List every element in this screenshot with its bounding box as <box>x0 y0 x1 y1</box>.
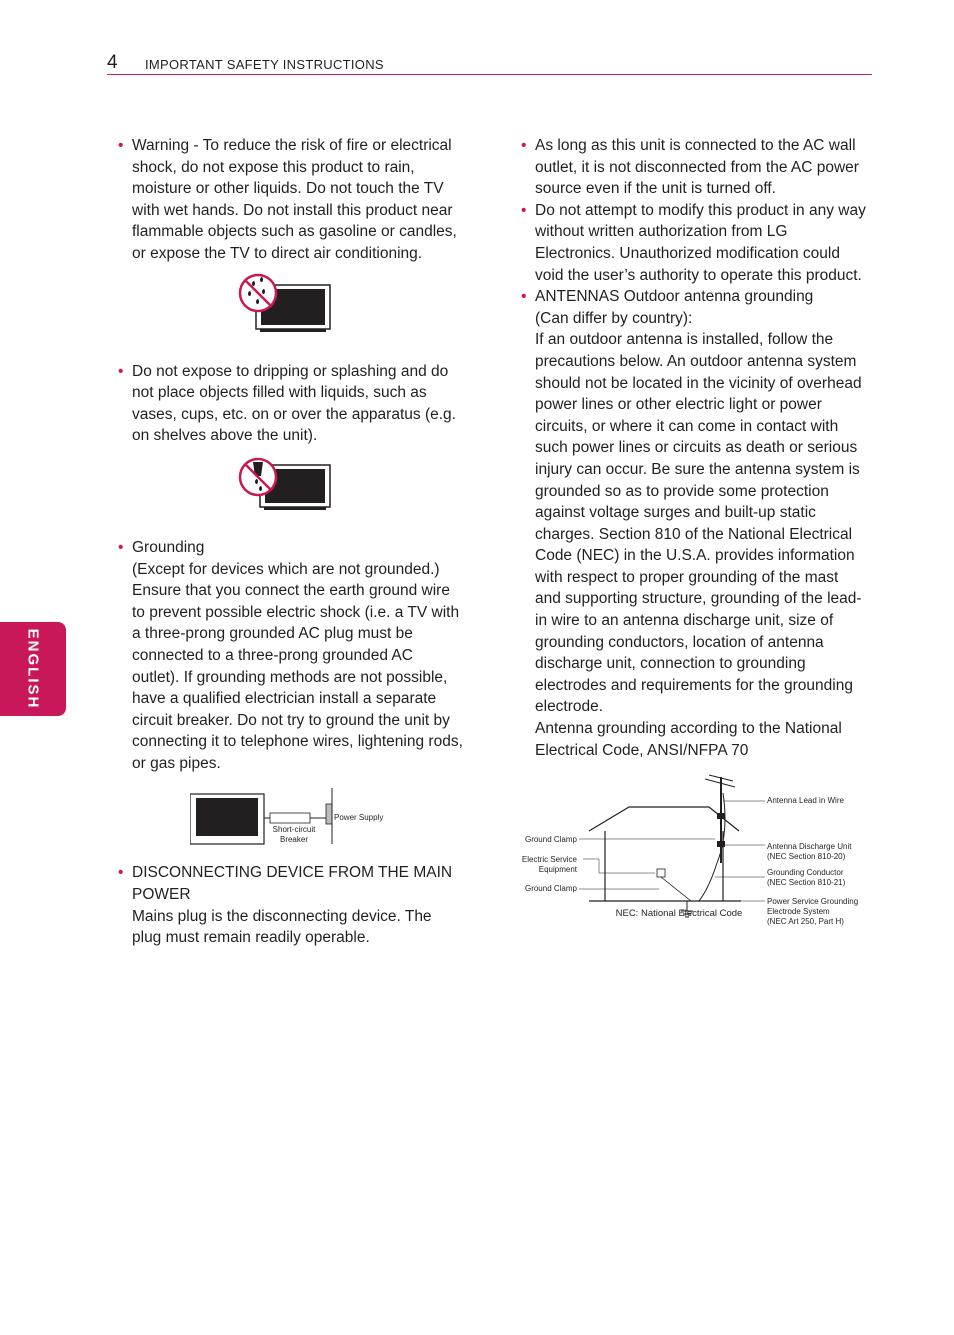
circuit-breaker-diagram <box>190 788 390 848</box>
grounding-figure <box>190 788 390 848</box>
warning-item <box>118 135 463 265</box>
antennas-closing: Antenna grounding according to the National Electrical Code, ANSI/NFPA 70 <box>535 720 842 759</box>
grounding-item <box>118 537 463 775</box>
antennas-lead: ANTENNAS Outdoor antenna grounding <box>535 288 814 306</box>
warning-lead: Warning <box>132 137 190 154</box>
language-tab <box>0 622 66 716</box>
section-title: IMPORTANT SAFETY INSTRUCTIONS <box>145 57 384 72</box>
nec-caption: NEC: National Electrical Code <box>615 908 743 920</box>
bullet-icon: • <box>521 137 527 154</box>
bullet-icon: • <box>118 864 124 882</box>
header-rule <box>107 74 872 75</box>
antennas-subtitle: (Can differ by country): <box>535 309 693 327</box>
disconnect-item <box>118 862 463 948</box>
no-liquids-figure <box>238 457 338 519</box>
power-supply-label: Power Supply <box>334 813 384 823</box>
no-wet-hands-figure <box>238 273 338 343</box>
antenna-grounding-illustration <box>509 773 879 935</box>
right-column <box>521 135 866 935</box>
breaker-label-line2: Breaker <box>279 835 309 845</box>
dripping-item <box>118 361 463 447</box>
language-tab-label: ENGLISH <box>24 628 42 710</box>
electrode-label-3: (NEC Art 250, Part H) <box>767 917 844 927</box>
page-number: 4 <box>107 52 118 73</box>
warning-paragraph <box>132 135 463 265</box>
electrode-label-2: Electrode System <box>767 907 830 917</box>
ground-clamp-bottom-label: Ground Clamp <box>524 884 577 894</box>
bullet-icon: • <box>521 201 527 219</box>
electric-service-label-1: Electric Service <box>521 855 577 865</box>
warning-text: - To reduce the risk of fire or electrical shock, do not expose this product to rain, moisture or other liquids. Do not touch the TV with wet hands. Do not install this product near flammable objects such as gasoline or candles, or expose the TV to direct air conditioning. <box>132 137 457 262</box>
disconnect-lead: DISCONNECTING DEVICE FROM THE MAIN POWER <box>132 864 453 904</box>
bullet-icon: • <box>118 538 124 556</box>
ac-outlet-text: As long as this unit is connected to the AC wall outlet, it is not disconnected from the AC power source even if the unit is turned off. <box>535 137 859 198</box>
antennas-text: If an outdoor antenna is installed, follow the precautions below. An outdoor antenna system should not be located in the vicinity of overhead power lines or other electric light or power circuits, or where it can come in contact with such power lines or circuits as death or serious injury can occur. Be sure the antenna system is grounded so as to provide some protection against voltage surges and built-up static charges. Section 810 of the National Electrical Code (NEC) in the U.S.A. provides information with respect to proper grounding of the mast and supporting structure, grounding of the lead-in wire to an antenna discharge unit, size of grounding conductors, location of antenna discharge unit, connection to grounding electrodes and requirements for the grounding electrode. <box>535 331 862 716</box>
grounding-lead: Grounding <box>132 538 205 556</box>
modify-text: Do not attempt to modify this product in any way without written authorization from LG Electronics. Unauthorized modification could void the user’s authority to operate this product. <box>535 201 866 284</box>
breaker-label-line1: Short-circuit <box>272 825 316 835</box>
ac-outlet-item <box>521 135 866 200</box>
tv-vase-prohibited-icon <box>238 457 338 519</box>
antennas-item <box>521 286 866 761</box>
discharge-unit-label-1: Antenna Discharge Unit <box>767 842 852 852</box>
grounding-text: (Except for devices which are not grounded.) Ensure that you connect the earth ground wire to prevent possible electric shock (i.e. a TV with a three-prong grounded AC plug must be connected to a three-prong grounded AC outlet). If grounding methods are not possible, have a qualified electrician install a separate circuit breaker. Do not try to ground the unit by connecting it to telephone wires, lightening rods, or gas pipes. <box>132 560 463 772</box>
antenna-grounding-diagram <box>509 773 879 935</box>
grounding-conductor-label-1: Grounding Conductor <box>767 868 844 878</box>
antenna-lead-label: Antenna Lead in Wire <box>767 796 844 806</box>
left-column <box>118 135 463 949</box>
discharge-unit-label-2: (NEC Section 810-20) <box>767 852 846 862</box>
bullet-icon: • <box>118 362 124 380</box>
bullet-icon: • <box>521 288 527 306</box>
electric-service-label-2: Equipment <box>538 865 577 875</box>
dripping-text: Do not expose to dripping or splashing and do not place objects filled with liquids, such as vases, cups, etc. on or over the apparatus (e.g. on shelves above the unit). <box>132 362 456 445</box>
tv-rain-prohibited-icon <box>238 273 338 343</box>
electrode-label-1: Power Service Grounding <box>767 897 859 907</box>
ground-clamp-top-label: Ground Clamp <box>524 835 577 845</box>
disconnect-text: Mains plug is the disconnecting device. The plug must remain readily operable. <box>132 907 432 947</box>
grounding-conductor-label-2: (NEC Section 810-21) <box>767 878 846 888</box>
bullet-icon: • <box>118 137 124 154</box>
modify-item <box>521 200 866 286</box>
